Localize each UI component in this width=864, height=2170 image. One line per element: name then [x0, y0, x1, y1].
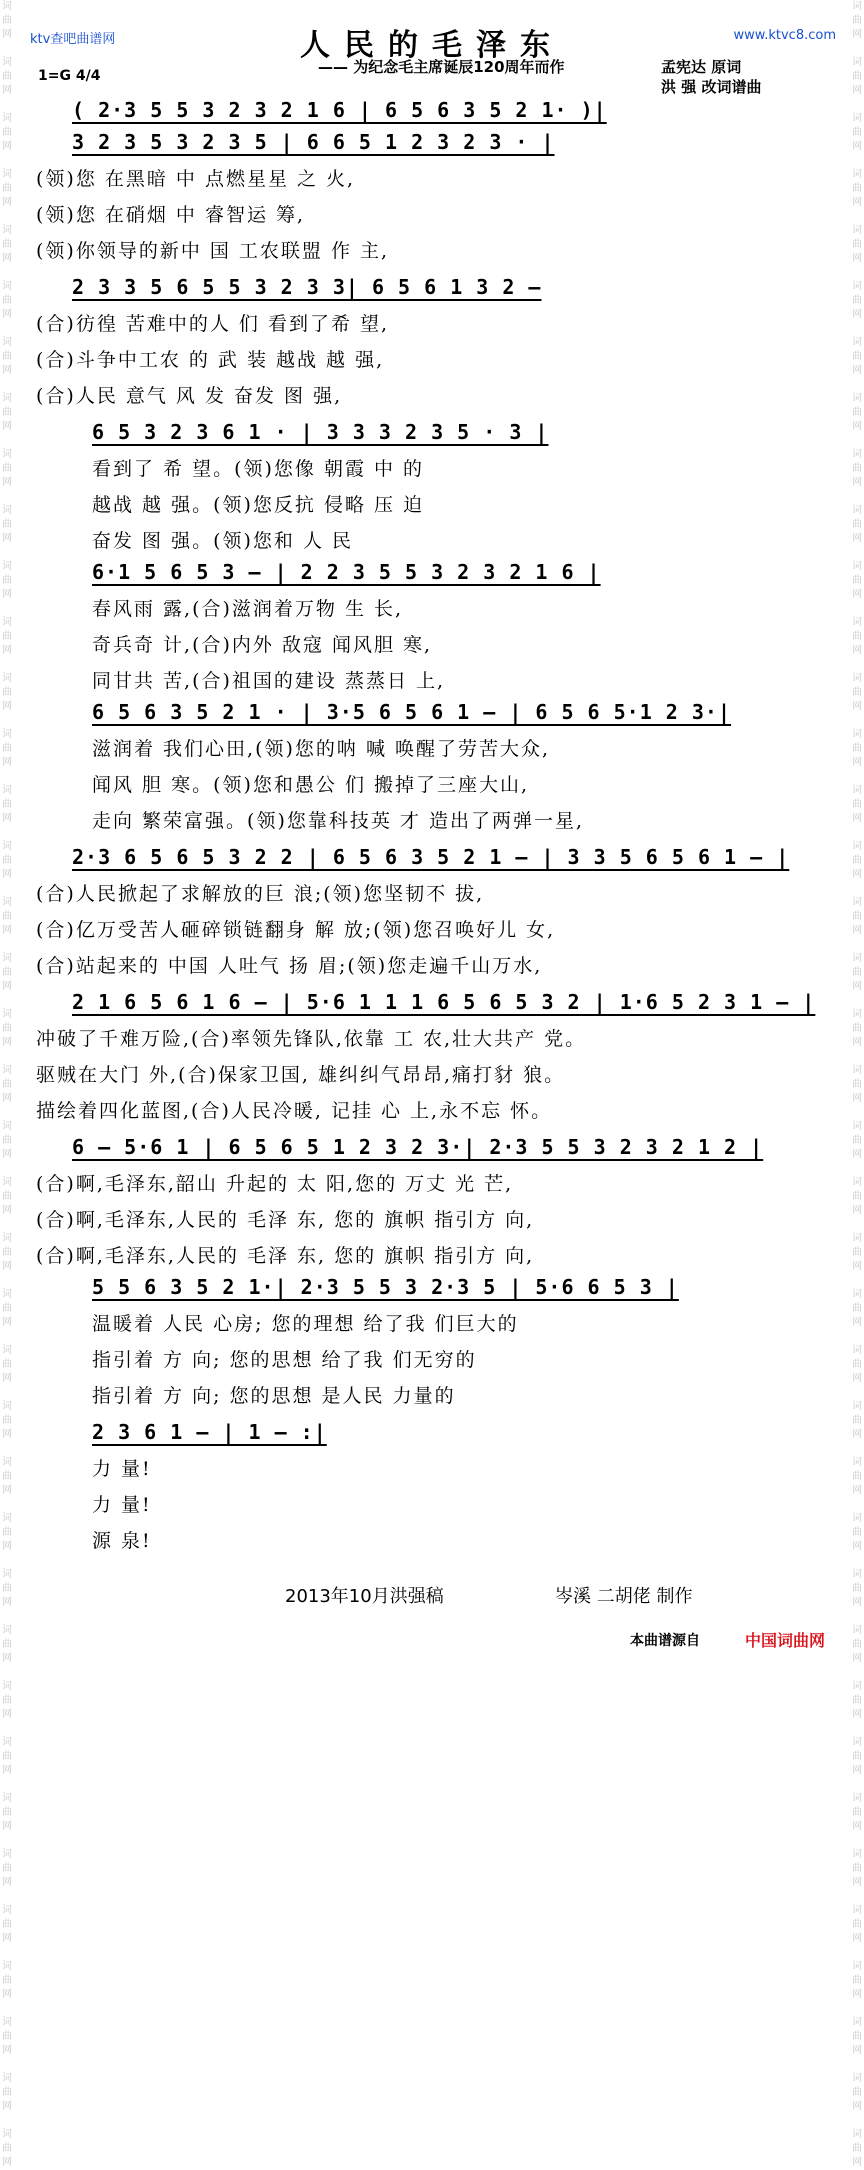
watermark-text: 词曲网 [852, 393, 862, 432]
watermark-text: 词曲网 [852, 1513, 862, 1552]
lyric-line: (领)您 在黑暗 中 点燃星星 之 火, [36, 168, 356, 190]
watermark-text: 词曲网 [852, 1401, 862, 1440]
watermark-text: 词曲网 [2, 1681, 12, 1720]
lyricist-credit: 孟宪达 原词 [661, 58, 742, 76]
watermark-text: 词曲网 [852, 1961, 862, 2000]
watermark-text: 词曲网 [852, 1793, 862, 1832]
lyric-line: (合)亿万受苦人砸碎锁链翻身 解 放;(领)您召唤好儿 女, [36, 919, 556, 941]
watermark-strip-left [0, 0, 14, 2168]
watermark-text: 词曲网 [852, 2017, 862, 2056]
site-name-left[interactable]: ktv查吧曲谱网 [30, 32, 116, 47]
watermark-text: 词曲网 [852, 897, 862, 936]
watermark-text: 词曲网 [2, 1737, 12, 1776]
lyric-line: 源 泉! [92, 1530, 152, 1552]
watermark-text: 词曲网 [852, 225, 862, 264]
watermark-text: 词曲网 [2, 1401, 12, 1440]
song-title: 人民的毛泽东 [300, 28, 564, 63]
site-url-right[interactable]: www.ktvc8.com [733, 28, 836, 43]
watermark-text: 词曲网 [852, 2129, 862, 2168]
watermark-text: 词曲网 [852, 729, 862, 768]
watermark-text: 词曲网 [852, 561, 862, 600]
watermark-text: 词曲网 [852, 1065, 862, 1104]
lyric-line: (合)斗争中工农 的 武 装 越战 越 强, [36, 349, 385, 371]
watermark-text: 词曲网 [2, 617, 12, 656]
lyric-line: (合)人民 意气 风 发 奋发 图 强, [36, 385, 343, 407]
notation-line: 3 2 3 5 3 2 3 5 | 6 6 5 1 2 3 2 3 · | [72, 130, 555, 154]
source-label: 本曲谱源自 [630, 1633, 700, 1649]
watermark-text: 词曲网 [2, 393, 12, 432]
watermark-text: 词曲网 [2, 1233, 12, 1272]
watermark-text: 词曲网 [2, 841, 12, 880]
watermark-text: 词曲网 [2, 1625, 12, 1664]
watermark-text: 词曲网 [852, 113, 862, 152]
draft-note: 2013年10月洪强稿 [285, 1586, 444, 1607]
watermark-text: 词曲网 [2, 1177, 12, 1216]
lyric-line: 驱贼在大门 外,(合)保家卫国, 雄纠纠气昂昂,痛打豺 狼。 [36, 1064, 566, 1086]
lyric-line: 力 量! [92, 1458, 152, 1480]
watermark-text: 词曲网 [852, 1569, 862, 1608]
watermark-text: 词曲网 [2, 1009, 12, 1048]
watermark-text: 词曲网 [852, 1457, 862, 1496]
notation-line: 2 3 3 5 6 5 5 3 2 3 3| 6 5 6 1 3 2 — [72, 275, 542, 299]
watermark-text: 词曲网 [2, 1345, 12, 1384]
watermark-text: 词曲网 [2, 1513, 12, 1552]
lyric-line: 力 量! [92, 1494, 152, 1516]
watermark-text: 词曲网 [852, 953, 862, 992]
key-signature: 1=G 4/4 [38, 68, 101, 84]
watermark-text: 词曲网 [852, 617, 862, 656]
lyric-line: 春风雨 露,(合)滋润着万物 生 长, [92, 598, 404, 620]
watermark-text: 词曲网 [852, 57, 862, 96]
watermark-text: 词曲网 [2, 505, 12, 544]
watermark-text: 词曲网 [2, 561, 12, 600]
lyric-line: (合)人民掀起了求解放的巨 浪;(领)您坚韧不 拔, [36, 883, 485, 905]
lyric-line: (合)啊,毛泽东,人民的 毛泽 东, 您的 旗帜 指引方 向, [36, 1245, 535, 1267]
watermark-text: 词曲网 [852, 1681, 862, 1720]
watermark-text: 词曲网 [2, 1289, 12, 1328]
watermark-text: 词曲网 [852, 841, 862, 880]
notation-line: 6 — 5·6 1 | 6 5 6 5 1 2 3 2 3·| 2·3 5 5 3 2 3 2 1 2 | [72, 1135, 764, 1159]
watermark-text: 词曲网 [852, 1289, 862, 1328]
watermark-text: 词曲网 [2, 1961, 12, 2000]
watermark-text: 词曲网 [2, 1905, 12, 1944]
watermark-text: 词曲网 [2, 57, 12, 96]
watermark-text: 词曲网 [2, 673, 12, 712]
watermark-text: 词曲网 [2, 113, 12, 152]
watermark-text: 词曲网 [852, 1121, 862, 1160]
watermark-text: 词曲网 [852, 673, 862, 712]
lyric-line: 温暖着 人民 心房; 您的理想 给了我 们巨大的 [92, 1313, 519, 1335]
watermark-text: 词曲网 [852, 785, 862, 824]
lyric-line: 描绘着四化蓝图,(合)人民冷暖, 记挂 心 上,永不忘 怀。 [36, 1100, 553, 1122]
watermark-text: 词曲网 [852, 1177, 862, 1216]
watermark-text: 词曲网 [2, 2073, 12, 2112]
watermark-text: 词曲网 [852, 449, 862, 488]
watermark-text: 词曲网 [852, 1905, 862, 1944]
watermark-text: 词曲网 [2, 225, 12, 264]
watermark-strip-right [850, 0, 864, 2168]
lyric-line: (合)啊,毛泽东,韶山 升起的 太 阳,您的 万丈 光 芒, [36, 1173, 514, 1195]
lyric-line: (合)彷徨 苦难中的人 们 看到了希 望, [36, 313, 390, 335]
watermark-text: 词曲网 [2, 2017, 12, 2056]
notation-line: 5 5 6 3 5 2 1·| 2·3 5 5 3 2·3 5 | 5·6 6 5 3 | [92, 1275, 679, 1299]
watermark-text: 词曲网 [2, 281, 12, 320]
watermark-text: 词曲网 [2, 449, 12, 488]
lyric-line: 指引着 方 向; 您的思想 是人民 力量的 [92, 1385, 456, 1407]
watermark-text: 词曲网 [2, 2129, 12, 2168]
notation-line: 6·1 5 6 5 3 — | 2 2 3 5 5 3 2 3 2 1 6 | [92, 560, 601, 584]
watermark-text: 词曲网 [852, 1849, 862, 1888]
lyric-line: 奇兵奇 计,(合)内外 敌寇 闻风胆 寒, [92, 634, 433, 656]
notation-line: 2·3 6 5 6 5 3 2 2 | 6 5 6 3 5 2 1 — | 3 3 5 6 5 6 1 — | [72, 845, 790, 869]
watermark-text: 词曲网 [2, 1065, 12, 1104]
watermark-text: 词曲网 [2, 897, 12, 936]
watermark-text: 词曲网 [2, 953, 12, 992]
watermark-text: 词曲网 [2, 785, 12, 824]
watermark-text: 词曲网 [852, 1233, 862, 1272]
source-site-link[interactable]: 中国词曲网 [745, 1631, 826, 1650]
lyric-line: 越战 越 强。(领)您反抗 侵略 压 迫 [92, 494, 425, 516]
lyric-line: 走向 繁荣富强。(领)您靠科技英 才 造出了两弹一星, [92, 810, 584, 832]
maker-credit: 岑溪 二胡佬 制作 [555, 1586, 693, 1607]
watermark-text: 词曲网 [852, 281, 862, 320]
watermark-text: 词曲网 [852, 337, 862, 376]
lyric-line: 看到了 希 望。(领)您像 朝霞 中 的 [92, 458, 425, 480]
watermark-text: 词曲网 [852, 2073, 862, 2112]
lyric-line: 同甘共 苦,(合)祖国的建设 蒸蒸日 上, [92, 670, 446, 692]
lyric-line: 闻风 胆 寒。(领)您和愚公 们 搬掉了三座大山, [92, 774, 530, 796]
watermark-text: 词曲网 [852, 505, 862, 544]
lyric-line: 指引着 方 向; 您的思想 给了我 们无穷的 [92, 1349, 477, 1371]
lyric-line: (合)啊,毛泽东,人民的 毛泽 东, 您的 旗帜 指引方 向, [36, 1209, 535, 1231]
watermark-text: 词曲网 [2, 1457, 12, 1496]
watermark-text: 词曲网 [2, 1793, 12, 1832]
lyric-line: 奋发 图 强。(领)您和 人 民 [92, 530, 353, 552]
watermark-text: 词曲网 [2, 1, 12, 40]
composer-credit: 洪 强 改词谱曲 [661, 78, 762, 96]
watermark-text: 词曲网 [2, 337, 12, 376]
notation-line: 6 5 3 2 3 6 1 · | 3 3 3 2 3 5 · 3 | [92, 420, 549, 444]
watermark-text: 词曲网 [852, 1737, 862, 1776]
watermark-text: 词曲网 [852, 1, 862, 40]
watermark-text: 词曲网 [2, 729, 12, 768]
notation-line: 2 3 6 1 — | 1 — :| [92, 1420, 327, 1444]
watermark-text: 词曲网 [2, 1849, 12, 1888]
notation-line: ( 2·3 5 5 3 2 3 2 1 6 | 6 5 6 3 5 2 1· )| [72, 98, 607, 122]
watermark-text: 词曲网 [2, 1121, 12, 1160]
notation-line: 6 5 6 3 5 2 1 · | 3·5 6 5 6 1 — | 6 5 6 5·1 2 3·| [92, 700, 732, 724]
notation-line: 2 1 6 5 6 1 6 — | 5·6 1 1 1 6 5 6 5 3 2 | 1·6 5 2 3 1 — | [72, 990, 816, 1014]
watermark-text: 词曲网 [852, 169, 862, 208]
watermark-text: 词曲网 [852, 1625, 862, 1664]
lyric-line: (合)站起来的 中国 人吐气 扬 眉;(领)您走遍千山万水, [36, 955, 543, 977]
lyric-line: (领)您 在硝烟 中 睿智运 筹, [36, 204, 306, 226]
watermark-text: 词曲网 [852, 1345, 862, 1384]
watermark-text: 词曲网 [2, 1569, 12, 1608]
lyric-line: (领)你领导的新中 国 工农联盟 作 主, [36, 240, 390, 262]
lyric-line: 滋润着 我们心田,(领)您的呐 喊 唤醒了劳苦大众, [92, 738, 551, 760]
watermark-text: 词曲网 [2, 169, 12, 208]
song-subtitle: —— 为纪念毛主席诞辰120周年而作 [318, 58, 565, 76]
watermark-text: 词曲网 [852, 1009, 862, 1048]
lyric-line: 冲破了千难万险,(合)率领先锋队,依靠 工 农,壮大共产 党。 [36, 1028, 587, 1050]
